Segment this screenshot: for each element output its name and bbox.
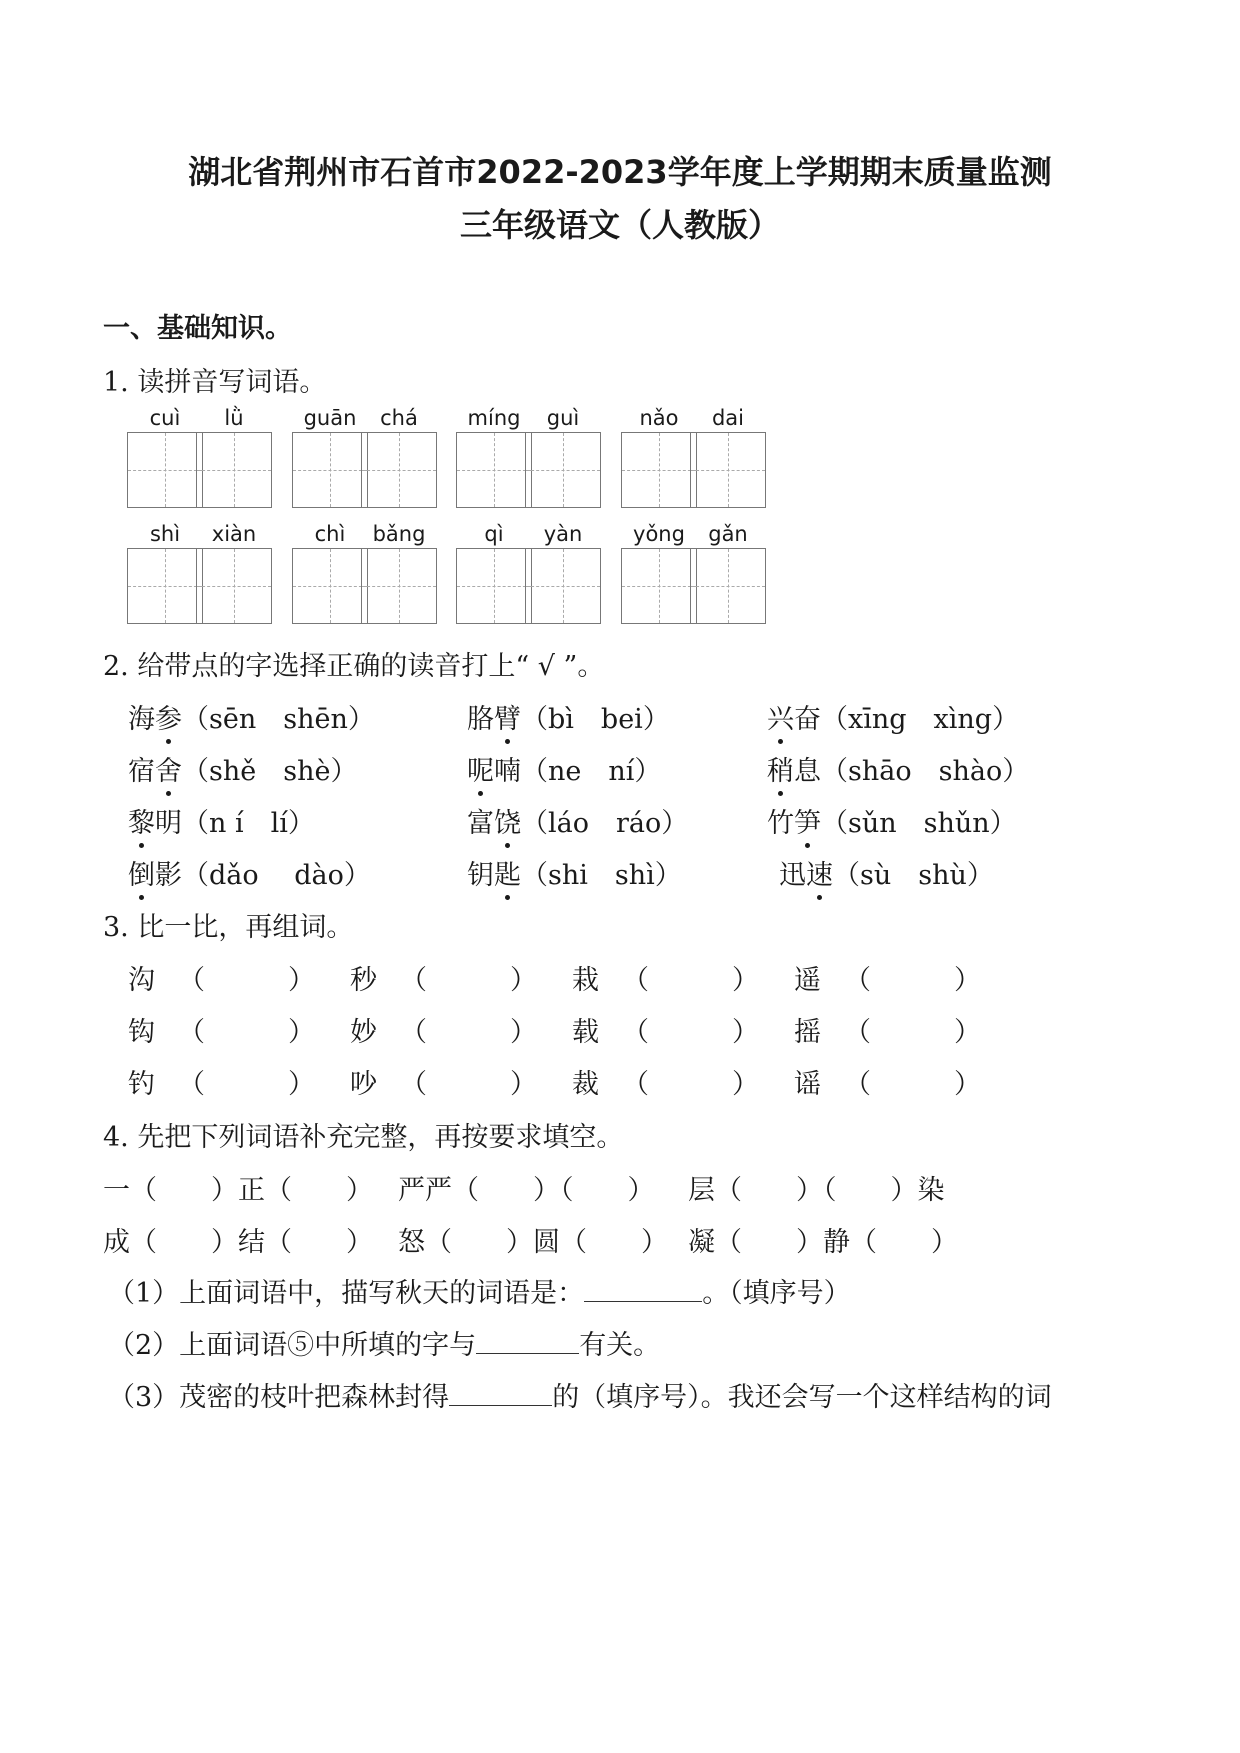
q4-sub3-tail: 的（填序号）。我还会写一个这样结构的词 (552, 1382, 1052, 1413)
emphasis-dot (505, 739, 510, 744)
character: 兴 (767, 704, 794, 735)
character: 影 (155, 860, 182, 891)
emphasis-dot (505, 895, 510, 900)
emphasis-dot (778, 739, 783, 744)
section-heading: 一、基础知识。 (103, 313, 292, 344)
pronunciation-item (128, 697, 375, 736)
pinyin-label: guān (303, 406, 357, 430)
answer-blank-3[interactable] (449, 1381, 552, 1406)
pronunciation-item (467, 697, 670, 736)
word (467, 808, 521, 839)
character: 竹 (767, 808, 794, 839)
pinyin-label: qì (484, 522, 504, 546)
pinyin-label: dai (711, 406, 745, 430)
q4-sub2-tail: 有关。 (579, 1330, 661, 1361)
paren-open: （ (178, 1017, 205, 1048)
pinyin-label: chá (380, 406, 418, 430)
reading-options[interactable]: （sēn shēn） (182, 704, 375, 735)
paren-close: ） (732, 1069, 759, 1100)
writing-box[interactable] (127, 548, 203, 624)
character: 速 (806, 860, 833, 891)
answer-blank[interactable] (208, 1066, 286, 1096)
paren-open: （ (400, 965, 427, 996)
pronunciation-item (767, 749, 1029, 788)
word (779, 860, 833, 891)
character: 秒 (350, 965, 377, 996)
paren-open: （ (622, 1017, 649, 1048)
word (467, 860, 521, 891)
reading-options[interactable]: （shi shì） (521, 860, 682, 891)
answer-blank[interactable] (652, 1066, 730, 1096)
character: 钓 (128, 1069, 155, 1100)
answer-blank[interactable] (208, 1014, 286, 1044)
character: 载 (572, 1017, 599, 1048)
idiom-fill[interactable]: 怒（ ）圆（ ） (398, 1227, 668, 1258)
writing-box[interactable] (621, 548, 697, 624)
q2-prompt: 2. 给带点的字选择正确的读音打上“ √ ”。 (103, 651, 605, 682)
q4-sub2-text: （2）上面词语⑤中所填的字与 (108, 1330, 477, 1361)
word (767, 808, 821, 839)
writing-box[interactable] (292, 432, 368, 508)
writing-box[interactable] (196, 432, 272, 508)
paren-close: ） (288, 1017, 315, 1048)
character: 笋 (794, 808, 821, 839)
character: 胳 (467, 704, 494, 735)
reading-options[interactable]: （láo ráo） (521, 808, 689, 839)
writing-box[interactable] (690, 548, 766, 624)
character: 明 (155, 808, 182, 839)
reading-options[interactable]: （bì bei） (521, 704, 670, 735)
character: 钥 (467, 860, 494, 891)
pinyin-label: nǎo (639, 406, 679, 430)
idiom-fill[interactable]: 凝（ ）静（ ） (688, 1227, 958, 1258)
pronunciation-item (128, 801, 315, 840)
emphasis-dot (778, 791, 783, 796)
pinyin-label: yǒng (633, 522, 685, 546)
q3-prompt: 3. 比一比，再组词。 (103, 912, 354, 943)
paren-open: （ (844, 965, 871, 996)
page-title: 湖北省荆州市石首市2022-2023学年度上学期期末质量监测 (188, 153, 1052, 191)
answer-blank[interactable] (652, 1014, 730, 1044)
character: 宿 (128, 756, 155, 787)
pinyin-label: lǜ (224, 406, 244, 430)
character: 谣 (794, 1069, 821, 1100)
pronunciation-item (467, 749, 661, 788)
emphasis-dot (139, 843, 144, 848)
paren-close: ） (288, 965, 315, 996)
q4-sub1-text: （1）上面词语中，描写秋天的词语是： (108, 1278, 585, 1309)
character: 匙 (494, 860, 521, 891)
q4-prompt: 4. 先把下列词语补充完整，再按要求填空。 (103, 1122, 624, 1153)
character: 倒 (128, 860, 155, 891)
writing-box[interactable] (361, 548, 437, 624)
emphasis-dot (505, 843, 510, 848)
idiom-fill[interactable]: 层（ ）（ ）染 (688, 1175, 945, 1206)
writing-box[interactable] (292, 548, 368, 624)
pinyin-label: shì (149, 522, 181, 546)
paren-close: ） (510, 1069, 537, 1100)
answer-blank[interactable] (430, 1014, 508, 1044)
character: 摇 (794, 1017, 821, 1048)
reading-options[interactable]: （shě shè） (182, 756, 358, 787)
pronunciation-item (128, 749, 357, 788)
page-subtitle: 三年级语文（人教版） (459, 206, 780, 244)
pronunciation-item (767, 801, 1017, 840)
pronunciation-item (467, 853, 682, 892)
answer-blank[interactable] (208, 962, 286, 992)
q4-sub3 (108, 1375, 1052, 1414)
character: 海 (128, 704, 155, 735)
reading-options[interactable]: （shāo shào） (821, 756, 1030, 787)
paren-close: ） (288, 1069, 315, 1100)
answer-blank[interactable] (874, 1066, 952, 1096)
reading-options[interactable]: （dǎo dào） (182, 860, 371, 891)
character: 舍 (155, 756, 182, 787)
character: 奋 (794, 704, 821, 735)
reading-options[interactable]: （n í lí） (182, 808, 315, 839)
paren-close: ） (732, 965, 759, 996)
paren-close: ） (954, 1017, 981, 1048)
paren-open: （ (178, 1069, 205, 1100)
character: 钩 (128, 1017, 155, 1048)
paren-open: （ (844, 1017, 871, 1048)
pinyin-label: chì (314, 522, 346, 546)
paren-open: （ (622, 965, 649, 996)
writing-box[interactable] (525, 548, 601, 624)
character: 迅 (779, 860, 806, 891)
q4-sub1 (108, 1271, 851, 1310)
writing-box[interactable] (690, 432, 766, 508)
word (128, 704, 182, 735)
answer-blank[interactable] (874, 962, 952, 992)
answer-blank-1[interactable] (584, 1277, 702, 1302)
q4-sub3-text: （3）茂密的枝叶把森林封得 (108, 1382, 450, 1413)
writing-box[interactable] (621, 432, 697, 508)
writing-box[interactable] (525, 432, 601, 508)
character: 遥 (794, 965, 821, 996)
writing-box[interactable] (456, 432, 532, 508)
emphasis-dot (139, 895, 144, 900)
emphasis-dot (166, 791, 171, 796)
character: 参 (155, 704, 182, 735)
reading-options[interactable]: （ne ní） (521, 756, 662, 787)
word (767, 756, 821, 787)
pinyin-label: cuì (149, 406, 181, 430)
pinyin-label: yàn (543, 522, 583, 546)
writing-box[interactable] (196, 548, 272, 624)
writing-box[interactable] (361, 432, 437, 508)
word (467, 704, 521, 735)
q4-sub1-tail: 。（填序号） (702, 1278, 851, 1309)
q4-sub2 (108, 1323, 660, 1362)
paren-open: （ (844, 1069, 871, 1100)
paren-open: （ (400, 1017, 427, 1048)
pinyin-label: míng (467, 406, 521, 430)
paren-close: ） (510, 965, 537, 996)
character: 裁 (572, 1069, 599, 1100)
emphasis-dot (805, 843, 810, 848)
writing-box[interactable] (456, 548, 532, 624)
reading-options[interactable]: （xīng xìng） (821, 704, 1020, 735)
paren-close: ） (732, 1017, 759, 1048)
pronunciation-item (467, 801, 688, 840)
character: 喃 (494, 756, 521, 787)
paren-close: ） (954, 1069, 981, 1100)
pinyin-label: guì (546, 406, 580, 430)
idiom-fill[interactable]: 成（ ）结（ ） (103, 1227, 373, 1258)
answer-blank[interactable] (430, 962, 508, 992)
idiom-fill[interactable]: 严严（ ）（ ） (398, 1175, 655, 1206)
paren-open: （ (622, 1069, 649, 1100)
pronunciation-item (767, 697, 1019, 736)
emphasis-dot (166, 739, 171, 744)
pinyin-label: gǎn (708, 522, 748, 546)
word (467, 756, 521, 787)
answer-blank[interactable] (874, 1014, 952, 1044)
answer-blank-2[interactable] (476, 1329, 579, 1354)
paren-close: ） (510, 1017, 537, 1048)
emphasis-dot (478, 791, 483, 796)
reading-options[interactable]: （sù shù） (833, 860, 994, 891)
answer-blank[interactable] (652, 962, 730, 992)
word (128, 756, 182, 787)
emphasis-dot (817, 895, 822, 900)
character: 饶 (494, 808, 521, 839)
writing-box[interactable] (127, 432, 203, 508)
reading-options[interactable]: （sǔn shǔn） (821, 808, 1017, 839)
word (767, 704, 821, 735)
word (128, 860, 182, 891)
answer-blank[interactable] (430, 1066, 508, 1096)
character: 黎 (128, 808, 155, 839)
pronunciation-item (128, 853, 371, 892)
character: 栽 (572, 965, 599, 996)
character: 稍 (767, 756, 794, 787)
character: 富 (467, 808, 494, 839)
paren-open: （ (178, 965, 205, 996)
character: 呢 (467, 756, 494, 787)
paren-close: ） (954, 965, 981, 996)
character: 臂 (494, 704, 521, 735)
character: 沟 (128, 965, 155, 996)
character: 吵 (350, 1069, 377, 1100)
pronunciation-item (779, 853, 994, 892)
pinyin-label: xiàn (211, 522, 257, 546)
idiom-fill[interactable]: 一（ ）正（ ） (103, 1175, 373, 1206)
pinyin-label: bǎng (372, 522, 426, 546)
paren-open: （ (400, 1069, 427, 1100)
q1-prompt: 1. 读拼音写词语。 (103, 367, 327, 398)
character: 息 (794, 756, 821, 787)
character: 妙 (350, 1017, 377, 1048)
word (128, 808, 182, 839)
